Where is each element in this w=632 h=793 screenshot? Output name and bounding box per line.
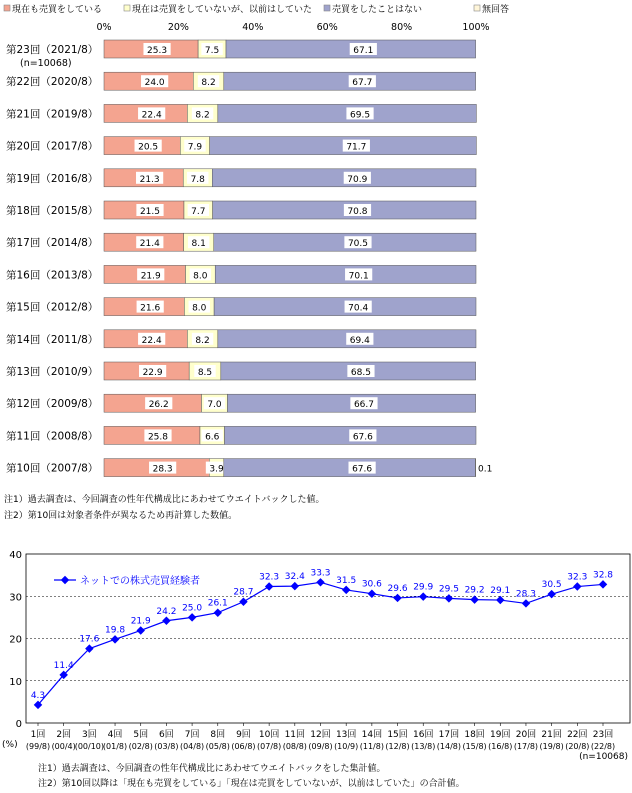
category-label: 第15回（2012/8） bbox=[6, 301, 99, 314]
data-label: 7.0 bbox=[207, 400, 222, 411]
value-label: 24.2 bbox=[156, 606, 177, 617]
x-subcategory-label: (06/8) bbox=[231, 742, 256, 751]
data-label: 20.5 bbox=[138, 142, 159, 153]
category-label: 第21回（2019/8） bbox=[6, 108, 99, 121]
data-label: 69.5 bbox=[350, 110, 371, 121]
data-label: 8.5 bbox=[197, 368, 213, 378]
x-subcategory-label: (12/8) bbox=[385, 742, 410, 751]
value-label: 19.8 bbox=[105, 625, 126, 636]
x-category-label: 7回 bbox=[184, 730, 200, 740]
data-label: 7.5 bbox=[204, 46, 220, 56]
value-label: 28.7 bbox=[233, 587, 254, 598]
category-label: 第13回（2010/9） bbox=[6, 366, 99, 378]
data-label: 69.4 bbox=[349, 335, 370, 346]
value-label: 32.3 bbox=[259, 572, 280, 583]
data-label: 6.6 bbox=[205, 432, 220, 443]
category-label: 第12回（2009/8） bbox=[6, 398, 99, 411]
x-category-label: 19回 bbox=[490, 730, 511, 740]
x-subcategory-label: (11/8) bbox=[359, 742, 384, 751]
x-subcategory-label: (15/8) bbox=[462, 742, 487, 751]
value-label: 29.2 bbox=[464, 585, 485, 596]
data-label: 25.3 bbox=[147, 46, 168, 56]
x-subcategory-label: (00/4) bbox=[51, 742, 76, 751]
x-subcategory-label: (00/10) bbox=[74, 742, 105, 751]
data-label: 0.1 bbox=[478, 464, 493, 475]
x-subcategory-label: (05/8) bbox=[205, 742, 230, 751]
data-label: 3.9 bbox=[209, 464, 224, 475]
x-category-label: 3回 bbox=[81, 730, 97, 740]
x-subcategory-label: (07/8) bbox=[257, 742, 282, 751]
data-label: 7.7 bbox=[191, 207, 206, 217]
x-subcategory-label: (09/8) bbox=[308, 742, 333, 751]
value-label: 29.5 bbox=[438, 584, 459, 595]
legend-swatch-4 bbox=[474, 5, 480, 11]
x-subcategory-label: (14/8) bbox=[436, 742, 462, 751]
x-category-label: 4回 bbox=[107, 730, 123, 740]
data-label: 28.3 bbox=[152, 464, 173, 475]
category-label: 第19回（2016/8） bbox=[6, 172, 99, 185]
y-tick-label: 0 bbox=[15, 719, 22, 730]
sample-size-note: (n=10068) bbox=[20, 58, 72, 69]
data-label: 21.3 bbox=[139, 174, 160, 185]
value-label: 29.9 bbox=[413, 582, 434, 593]
data-label: 67.7 bbox=[352, 78, 373, 89]
legend-label-3: 売買をしたことはない bbox=[332, 5, 423, 15]
y-tick-label: 40 bbox=[9, 550, 22, 561]
value-label: 21.9 bbox=[130, 616, 151, 627]
value-label: 33.3 bbox=[310, 568, 331, 579]
legend-label-1: 現在も売買をしている bbox=[12, 5, 103, 15]
x-category-label: 9回 bbox=[236, 730, 251, 740]
category-label: 第16回（2013/8） bbox=[6, 269, 99, 282]
category-label: 第20回（2017/8） bbox=[6, 140, 99, 153]
category-label: 第10回（2007/8） bbox=[6, 462, 99, 475]
data-label: 8.2 bbox=[195, 110, 210, 121]
data-label: 67.1 bbox=[353, 46, 374, 56]
data-label: 67.6 bbox=[352, 464, 373, 475]
data-label: 26.2 bbox=[148, 400, 169, 411]
legend-label-2: 現在は売買をしていないが、以前はしていた bbox=[132, 5, 313, 15]
legend-swatch-2 bbox=[124, 5, 130, 11]
data-label: 7.8 bbox=[190, 174, 205, 185]
value-label: 29.1 bbox=[490, 586, 511, 597]
data-label: 7.9 bbox=[187, 142, 203, 153]
x-subcategory-label: (17/8) bbox=[513, 742, 539, 751]
x-category-label: 21回 bbox=[541, 730, 562, 740]
x-tick-label: 80% bbox=[391, 22, 413, 33]
x-category-label: 5回 bbox=[133, 730, 149, 740]
x-tick-label: 100% bbox=[462, 22, 490, 33]
x-subcategory-label: (99/8) bbox=[25, 742, 51, 751]
x-subcategory-label: (13/8) bbox=[411, 742, 436, 751]
y-axis-unit: (%) bbox=[2, 740, 18, 750]
value-label: 32.4 bbox=[284, 572, 305, 583]
data-label: 21.9 bbox=[140, 271, 161, 282]
value-label: 32.8 bbox=[592, 570, 614, 581]
data-label: 70.1 bbox=[348, 271, 369, 282]
x-category-label: 10回 bbox=[258, 730, 280, 740]
data-label: 22.9 bbox=[142, 368, 163, 378]
category-label: 第22回（2020/8） bbox=[6, 76, 99, 89]
value-label: 30.5 bbox=[541, 580, 562, 591]
data-label: 21.6 bbox=[140, 303, 161, 314]
x-category-label: 23回 bbox=[592, 730, 614, 740]
legend-label: ネットでの株式売買経験者 bbox=[80, 576, 200, 587]
x-tick-label: 40% bbox=[242, 22, 264, 33]
data-label: 22.4 bbox=[141, 335, 162, 346]
line-chart-note-1: 注1）過去調査は、今回調査の性年代構成比にあわせてウエイトバックをした集計値。 bbox=[38, 764, 386, 774]
x-category-label: 20回 bbox=[515, 730, 537, 740]
x-subcategory-label: (19/8) bbox=[539, 742, 564, 751]
data-label: 21.4 bbox=[139, 239, 160, 250]
data-label: 71.7 bbox=[346, 142, 367, 153]
value-label: 17.6 bbox=[79, 634, 100, 645]
category-label: 第11回（2008/8） bbox=[6, 430, 99, 443]
x-category-label: 13回 bbox=[335, 730, 357, 740]
x-category-label: 8回 bbox=[210, 730, 226, 740]
line-chart bbox=[0, 540, 632, 765]
y-tick-label: 30 bbox=[9, 592, 22, 604]
legend-label-4: 無回答 bbox=[482, 5, 510, 15]
x-subcategory-label: (02/8) bbox=[128, 742, 153, 751]
x-subcategory-label: (16/8) bbox=[488, 742, 513, 751]
x-category-label: 2回 bbox=[56, 730, 72, 740]
x-subcategory-label: (01/8) bbox=[102, 742, 128, 751]
value-label: 32.3 bbox=[567, 572, 588, 583]
category-label: 第23回（2021/8） bbox=[6, 44, 99, 56]
value-label: 4.3 bbox=[30, 690, 46, 701]
y-tick-label: 20 bbox=[9, 634, 22, 646]
data-label: 24.0 bbox=[144, 78, 165, 89]
x-subcategory-label: (08/8) bbox=[282, 742, 307, 751]
data-label: 8.1 bbox=[191, 239, 206, 250]
data-label: 67.6 bbox=[352, 432, 373, 443]
value-label: 28.3 bbox=[515, 589, 536, 600]
data-label: 70.4 bbox=[348, 303, 369, 314]
x-subcategory-label: (10/9) bbox=[334, 742, 359, 751]
data-label: 66.7 bbox=[353, 400, 374, 411]
data-label: 70.8 bbox=[347, 207, 368, 217]
y-tick-label: 10 bbox=[9, 676, 22, 688]
legend-swatch-3 bbox=[324, 5, 330, 11]
line-chart-note-2: 注2）第10回以降は「現在も売買をしている」「現在は売買をしていないが、以前はしていた」の合計値。 bbox=[38, 779, 465, 789]
x-subcategory-label: (04/8) bbox=[179, 742, 205, 751]
bar-chart-note-1: 注1）過去調査は、今回調査の性年代構成比にあわせてウエイトバックした値。 bbox=[4, 495, 325, 505]
x-category-label: 15回 bbox=[387, 730, 408, 740]
x-category-label: 22回 bbox=[567, 730, 588, 740]
data-label: 8.2 bbox=[195, 335, 210, 346]
category-label: 第14回（2011/8） bbox=[6, 333, 99, 346]
bar-chart-note-2: 注2）第10回は対象者条件が異なるため再計算した数値。 bbox=[4, 511, 238, 521]
x-category-label: 17回 bbox=[438, 730, 460, 740]
x-subcategory-label: (20/8) bbox=[565, 742, 590, 751]
data-label: 8.0 bbox=[193, 271, 208, 282]
x-tick-label: 0% bbox=[96, 22, 112, 33]
value-label: 26.1 bbox=[207, 598, 228, 609]
x-category-label: 14回 bbox=[361, 730, 383, 740]
x-tick-label: 20% bbox=[167, 22, 189, 33]
data-label: 22.4 bbox=[141, 110, 162, 121]
data-label: 70.5 bbox=[347, 239, 369, 250]
x-subcategory-label: (22/8) bbox=[590, 742, 616, 751]
value-label: 25.0 bbox=[182, 603, 203, 614]
x-category-label: 6回 bbox=[159, 730, 174, 740]
x-category-label: 12回 bbox=[310, 730, 331, 740]
sample-size-note: (n=10068) bbox=[579, 752, 628, 762]
x-category-label: 11回 bbox=[284, 730, 306, 740]
category-label: 第17回（2014/8） bbox=[6, 237, 99, 250]
data-label: 8.2 bbox=[201, 78, 216, 89]
x-category-label: 18回 bbox=[464, 730, 485, 740]
x-tick-label: 60% bbox=[316, 22, 338, 33]
data-label: 25.8 bbox=[147, 432, 169, 443]
category-label: 第18回（2015/8） bbox=[6, 205, 99, 217]
data-label: 70.9 bbox=[347, 174, 368, 185]
value-label: 29.6 bbox=[387, 583, 408, 594]
data-label: 8.0 bbox=[192, 303, 207, 314]
value-label: 30.6 bbox=[361, 579, 382, 590]
x-subcategory-label: (03/8) bbox=[154, 742, 179, 751]
data-label: 21.5 bbox=[139, 207, 161, 217]
value-label: 31.5 bbox=[336, 575, 357, 586]
legend-swatch-1 bbox=[4, 5, 10, 11]
data-label: 68.5 bbox=[350, 368, 371, 378]
x-category-label: 16回 bbox=[413, 730, 434, 740]
x-category-label: 1回 bbox=[30, 730, 46, 740]
value-label: 11.4 bbox=[53, 660, 74, 671]
